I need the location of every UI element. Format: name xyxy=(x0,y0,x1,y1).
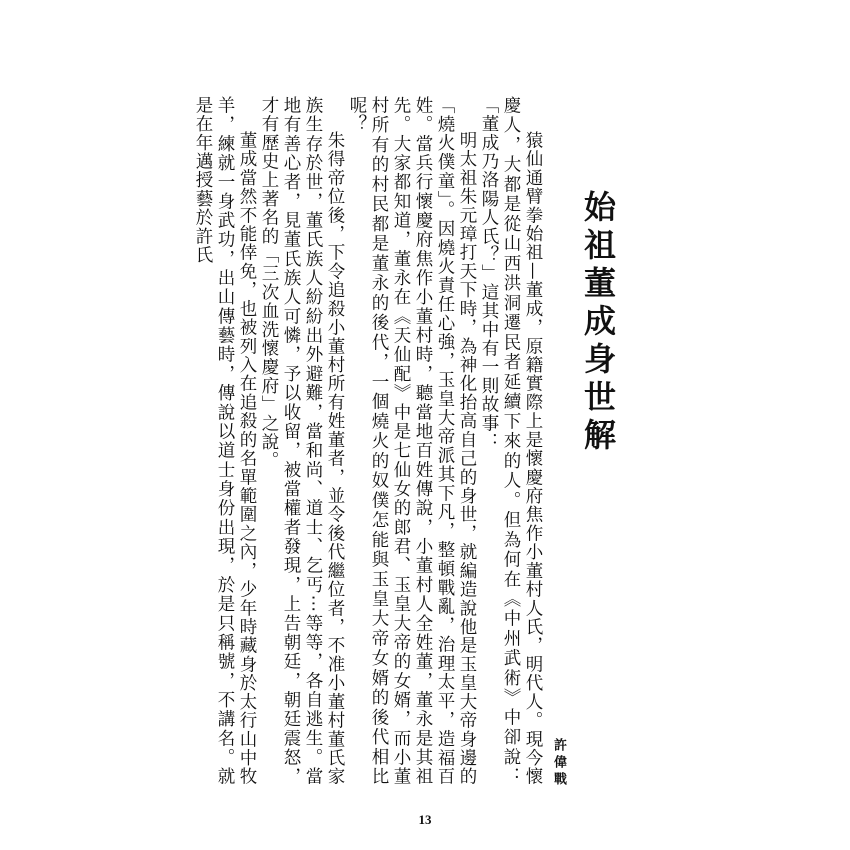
paragraph: 明太祖朱元璋打天下時，為神化抬高自己的身世，就編造說他是玉皇大帝身邊的「燒火僕童」。因燒火責任心強，玉皇大帝派其下凡，整頓戰亂，治理太平，造福百姓。當兵行懷慶府焦作小董村時，聽當地百姓傳說，小董村人全姓董，董永是其祖先。大家都知道，董永在《天仙配》中是七仙女的郎君、玉皇大帝的女婿，而小董村所有的村民都是董永的後代，一個燒火的奴僕怎能與玉皇大帝女婿的後代相比呢？ xyxy=(347,96,477,786)
article-title: 始祖董成身世解 xyxy=(579,190,617,456)
paragraph: 董成當然不能倖免，也被列入在追殺的名單範圍之內，少年時藏身於太行山中牧羊，練就一身武功，出山傳藝時，傳說以道士身份出現，於是只稱號，不講名。就是在年邁授藝於許氏 xyxy=(193,96,257,786)
paragraph: 猿仙通臂拳始祖—董成，原籍實際上是懷慶府焦作小董村人氏，明代人。現今懷慶人，大都是從山西洪洞遷民者延續下來的人。但為何在《中州武術》中卻說：「董成乃洛陽人氏？」這其中有一則故事： xyxy=(479,96,543,786)
article-body xyxy=(193,96,544,786)
page-number: 13 xyxy=(418,812,432,827)
author-name: 許偉戰 xyxy=(551,738,566,789)
paragraph: 朱得帝位後，下令追殺小董村所有姓董者，並令後代繼位者，不准小董村董氏家族生存於世，董氏族人紛紛出外避難，當和尚、道士、乞丐⋯等等，各自逃生。當地有善心者，見董氏族人可憐，予以收留，被當權者發現，上告朝廷，朝廷震怒，才有歷史上著名的「三次血洗懷慶府」之說。 xyxy=(259,96,345,786)
